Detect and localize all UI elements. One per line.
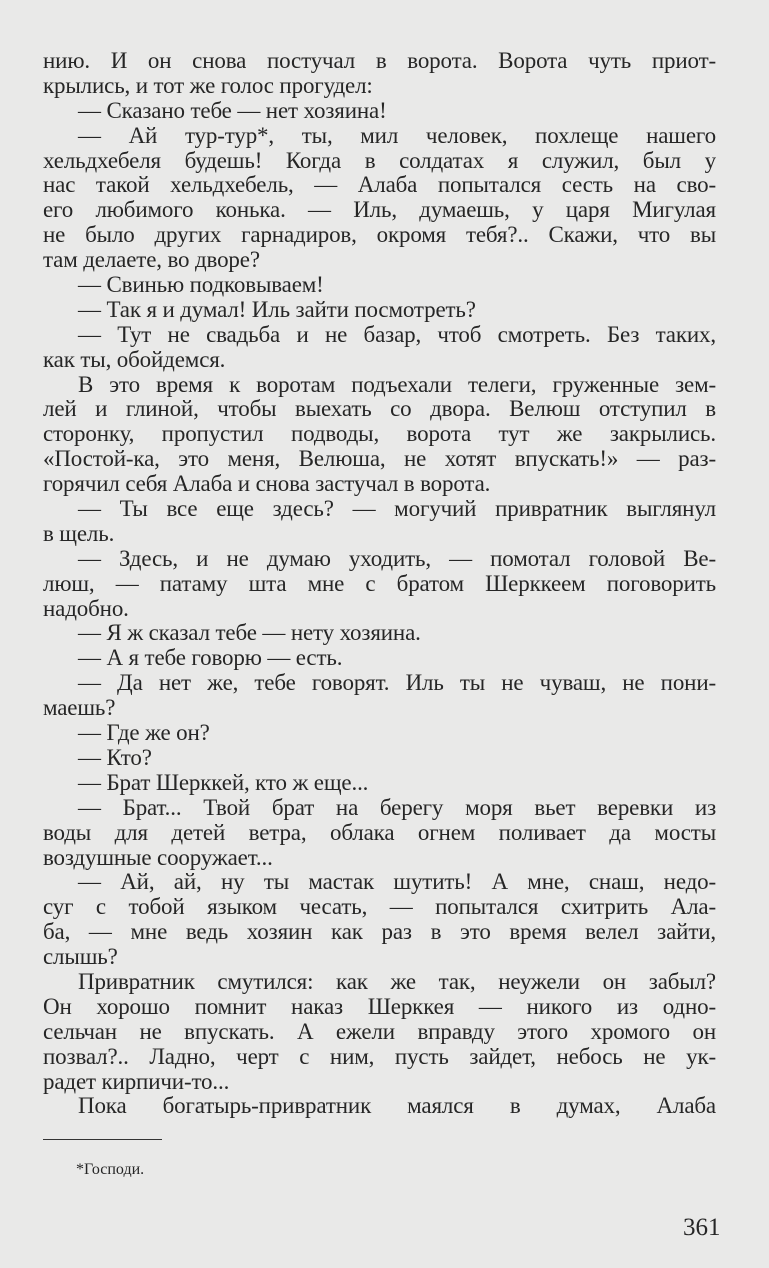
text-line: нас такой хельдхебель, — Алаба попытался сесть на сво- [43,173,716,198]
text-line: маешь? [43,695,116,721]
text-line: крылись, и тот же голос прогудел: [43,72,373,98]
text-line: нию. И он снова постучал в ворота. Ворота чуть приот- [43,49,716,73]
paragraph [43,323,716,373]
text-line: слышь? [43,944,118,970]
paragraph [43,373,716,497]
paragraph [43,771,716,796]
text-line: позвал?.. Ладно, черт с ним, пусть зайдет, небось не ук- [43,1044,716,1069]
paragraph [43,1094,716,1119]
text-line: — Сказано тебе — нет хозяина! [78,97,387,123]
text-line: сторонку, пропустил подводы, ворота тут же закрылись. [43,422,716,447]
text-line: не было других гарнадиров, окромя тебя?.. Скажи, что вы [43,223,716,248]
text-line: — Где же он? [78,720,210,746]
text-line: — Ай тур-тур*, ты, мил человек, похлеще нашего [78,123,716,148]
text-line: радет кирпичи-то... [43,1068,230,1094]
text-line: — Я ж сказал тебе — нету хозяина. [78,620,421,646]
text-line: там делаете, во дворе? [43,247,260,273]
text-line: воздушные сооружает... [43,844,273,870]
text-line: В это время к воротам подъехали телеги, груженные зем- [78,372,716,397]
text-line: в щель. [43,520,115,546]
paragraph [43,497,716,547]
paragraph [43,746,716,771]
page-number: 361 [683,1214,721,1241]
text-line: надобно. [43,595,129,621]
text-line: — Свинью подковываем! [78,272,324,298]
text-line: — Брат... Твой брат на берегу моря вьет веревки из [78,795,716,820]
text-line: — А я тебе говорю — есть. [78,645,343,671]
text-line: суг с тобой языком чесать, — попытался схитрить Ала- [43,895,716,920]
paragraph [43,721,716,746]
paragraph [43,547,716,622]
text-line: воды для детей ветра, облака огнем поливает да мосты [43,820,716,845]
text-line: Он хорошо помнит наказ Шерккея — никого из одно- [43,994,716,1019]
text-line: — Тут не свадьба и не базар, чтоб смотреть. Без таких, [78,322,716,347]
paragraph [43,970,716,1094]
paragraph [43,99,716,124]
text-line: — Так я и думал! Иль зайти посмотреть? [78,296,476,322]
text-line: — Брат Шерккей, кто ж еще... [78,769,369,795]
footnote-divider [43,1139,162,1140]
paragraph [43,870,716,970]
text-line: как ты, обойдемся. [43,346,226,372]
paragraph [43,671,716,721]
paragraph [43,298,716,323]
text-line: Привратник смутился: как же так, неужели он забыл? [78,969,716,994]
text-line: — Да нет же, тебе говорят. Иль ты не чуваш, не пони- [78,671,716,696]
text-line: хельдхебеля будешь! Когда в солдатах я служил, был у [43,148,716,173]
paragraph [43,273,716,298]
paragraph [43,646,716,671]
paragraph [43,124,716,273]
text-line: лей и глиной, чтобы выехать со двора. Велюш отступил в [43,397,716,422]
text-line: ба, — мне ведь хозяин как раз в это время велел зайти, [43,920,716,945]
paragraph [43,621,716,646]
body-text [43,49,716,1119]
text-line: «Постой-ка, это меня, Велюша, не хотят впускать!» — раз- [43,447,716,472]
text-line: сельчан не впускать. А ежели вправду этого хромого он [43,1019,716,1044]
paragraph [43,49,716,99]
paragraph [43,796,716,871]
text-line: горячил себя Алаба и снова застучал в ворота. [43,471,491,497]
text-line: — Кто? [78,744,152,770]
text-line: его любимого конька. — Иль, думаешь, у царя Мигулая [43,198,716,223]
text-line: — Ты все еще здесь? — могучий привратник выглянул [78,497,716,522]
text-line: — Здесь, и не думаю уходить, — помотал головой Ве- [78,546,716,571]
text-line: Пока богатырь-привратник маялся в думах, Алаба [78,1094,716,1119]
text-line: — Ай, ай, ну ты мастак шутить! А мне, снаш, недо- [78,870,716,895]
text-line: люш, — патаму шта мне с братом Шерккеем поговорить [43,571,716,596]
footnote: *Господи. [76,1161,145,1178]
